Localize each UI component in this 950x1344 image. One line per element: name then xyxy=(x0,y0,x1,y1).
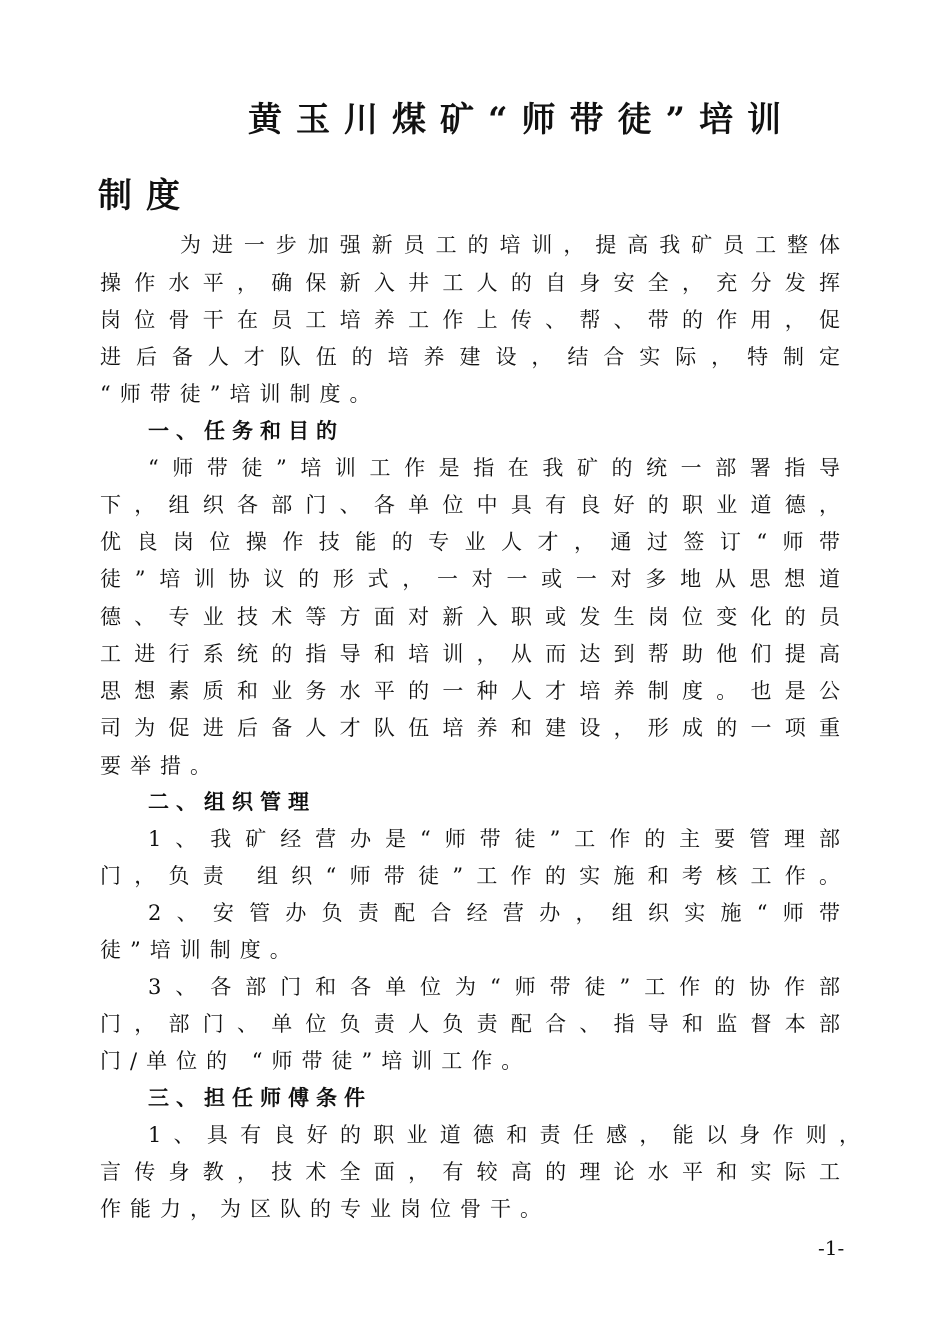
body-line: 言传身教，技术全面，有较高的理论水平和实际工 xyxy=(100,1160,840,1184)
body-line: 岗位骨干在员工培养工作上传、帮、带的作用，促 xyxy=(100,308,840,332)
body-line: 3、各部门和各单位为“师带徒”工作的协作部 xyxy=(148,975,840,999)
body-line: 门/单位的 “师带徒”培训工作。 xyxy=(100,1049,532,1073)
body-line: 作能力，为区队的专业岗位骨干。 xyxy=(100,1197,550,1221)
body-line: 工进行系统的指导和培训，从而达到帮助他们提高 xyxy=(100,642,840,666)
body-line: 下，组织各部门、各单位中具有良好的职业道德， xyxy=(100,493,840,517)
section-heading: 三、担任师傅条件 xyxy=(148,1085,372,1110)
body-line: 1、具有良好的职业道德和责任感，能以身作则， xyxy=(148,1123,860,1147)
body-line: “师带徒”培训工作是指在我矿的统一部署指导 xyxy=(148,456,840,480)
page-number: -1- xyxy=(818,1236,845,1260)
body-line: 操作水平，确保新入井工人的自身安全，充分发挥 xyxy=(100,271,840,295)
body-line: “师带徒”培训制度。 xyxy=(100,382,380,406)
body-line: 为进一步加强新员工的培训，提高我矿员工整体 xyxy=(148,233,840,257)
body-line: 门，部门、单位负责人负责配合、指导和监督本部 xyxy=(100,1012,840,1036)
section-heading: 二、组织管理 xyxy=(148,789,316,814)
body-line: 思想素质和业务水平的一种人才培养制度。也是公 xyxy=(100,679,840,703)
body-line: 徒”培训协议的形式，一对一或一对多地从思想道 xyxy=(100,567,840,591)
section-heading: 一、任务和目的 xyxy=(148,418,344,443)
body-line: 进后备人才队伍的培养建设，结合实际，特制定 xyxy=(100,345,840,369)
document-title-continued: 制度 xyxy=(98,176,194,216)
body-line: 德、专业技术等方面对新入职或发生岗位变化的员 xyxy=(100,605,840,629)
body-line: 徒”培训制度。 xyxy=(100,938,300,962)
body-line: 1、我矿经营办是“师带徒”工作的主要管理部 xyxy=(148,827,840,851)
body-line: 司为促进后备人才队伍培养和建设，形成的一项重 xyxy=(100,716,840,740)
body-line: 要举措。 xyxy=(100,754,220,778)
body-line: 门，负责 组织“师带徒”工作的实施和考核工作。 xyxy=(100,864,840,888)
body-line: 2、安管办负责配合经营办，组织实施“师带 xyxy=(148,901,840,925)
document-title: 黄玉川煤矿“师带徒”培训 xyxy=(248,100,796,140)
body-line: 优良岗位操作技能的专业人才，通过签订“师带 xyxy=(100,530,840,554)
